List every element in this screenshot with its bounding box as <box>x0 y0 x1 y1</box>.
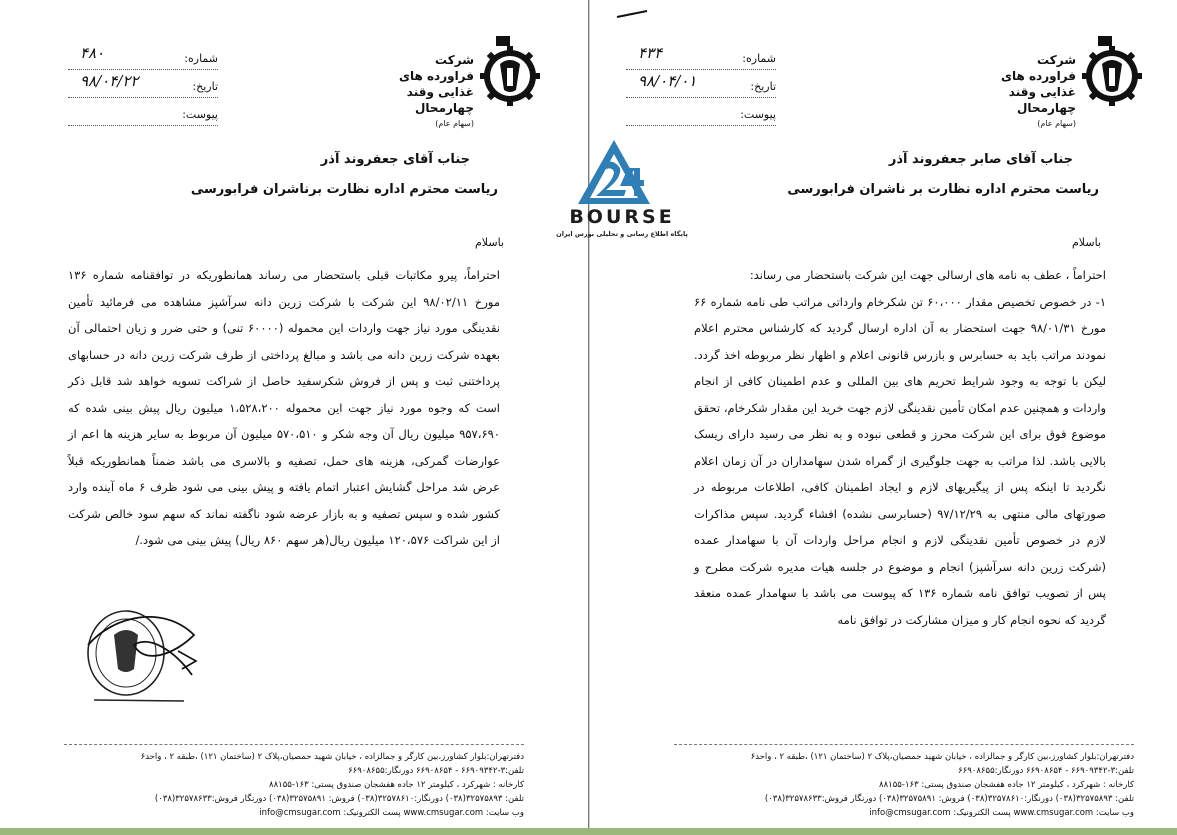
addressee-title: ریاست محترم اداره نظارت بر ناشران فرابورسی <box>787 182 1099 197</box>
footer-line: دفترتهران:بلوار کشاورز،بین کارگر و جمالزاده ، خیابان شهید حمصیان،پلاک ۲ (ساختمان ۱۲۱) ،طبقه ۲ ، واحد۶ <box>750 752 1134 762</box>
addressee-title: ریاست محترم اداره نظارت برناشران فرابورسی <box>190 182 498 197</box>
date-label: تاریخ: <box>750 80 776 93</box>
greeting: باسلام <box>474 236 504 249</box>
attachment-label: پیوست: <box>182 108 218 121</box>
footer-line: تلفن:۳-۶۶۹۰۹۳۴۲ - ۶۶۹۰۸۶۵۴ دورنگار:۶۶۹۰۸۶۵۵ <box>348 766 524 776</box>
footer-line: دفترتهران:بلوار کشاورز،بین کارگر و جمالزاده ، خیابان شهید حمصیان،پلاک ۲ (ساختمان ۱۲۱) ،طبقه ۲ ، واحد۶ <box>140 752 524 762</box>
footer-line: کارخانه : شهرکرد ، کیلومتر ۱۲ جاده هفشجان صندوق پستی: ۱۶۳-۸۸۱۵۵ <box>879 780 1134 790</box>
company-name-line: شرکت فراورده های <box>398 53 474 83</box>
greeting: باسلام <box>1071 236 1101 249</box>
letter-meta-block <box>626 44 776 128</box>
number-value: ۴۳۴ <box>638 44 663 62</box>
letter-page-right <box>590 0 1177 828</box>
footer-line: تلفن: ۳۲۵۷۵۸۹۳(۰۳۸) دورنگار:۳۲۵۷۸۶۱۰(۰۳۸) فروش: ۳۲۵۷۵۸۹۱(۰۳۸) دورنگار فروش:۳۲۵۷۸۶۳۳(۰۳۸) <box>764 794 1134 804</box>
number-label: شماره: <box>742 52 776 65</box>
watermark-word: BOURSE <box>569 206 675 228</box>
company-type: (سهام عام) <box>435 119 474 128</box>
letter-page-left <box>0 0 589 828</box>
date-value: ۹۸/۰۴/۰۱ <box>638 72 697 90</box>
pen-stroke-mark <box>616 10 648 18</box>
company-name-line: چهارمحال <box>415 101 474 115</box>
attachment-row <box>68 100 218 126</box>
letter-footer <box>674 750 1134 820</box>
addressee-name: جناب آقای صابر جعفروند آذر <box>888 152 1073 167</box>
attachment-label: پیوست: <box>740 108 776 121</box>
letter-body: احتراماً، پیرو مکاتبات قبلی باستحضار می رساند همانطوریکه در توافقنامه شماره ۱۳۶ مورخ ۹۸/۰۲/۱۱ این شرکت با شرکت زرین دانه سرآشپز مشاهده می فرمائید تأمین نقدینگی مورد نیاز جهت واردات این محموله (۶۰۰۰۰ تنی) و حتی ضرر و زیان احتمالی آن بعهده شرکت زرین دانه می باشد و مبالغ پرداختی از طرف شرکت زرین دانه در حسابهای پرداختنی ثبت و پس از فروش شکرسفید حاصل از شراکت تسویه خواهد شد قابل ذکر است که وجوه مورد نیاز جهت این محموله ۱،۵۲۸،۲۰۰ میلیون ریال پیش بینی شده که ۹۵۷،۶۹۰ میلیون ریال آن وجه شکر و ۵۷۰،۵۱۰ میلیون آن مربوط به سایر هزینه ها اعم از عوارضات گمرکی، هزینه های حمل، تصفیه و بالاسری می باشد ضمناً همانطوریکه قبلاً عرض شد مراحل گشایش اعتبار اتمام یافته و پیش بینی می شود ظرف ۶ ماه آینده وارد کشور شده و سپس تصفیه و به بازار عرضه شود ناگفته نماند که سهم سود خالص شرکت از این شراکت ۱۲۰،۵۷۶ میلیون ریال(هر سهم ۸۶۰ ریال) پیش بینی می شود./ <box>68 268 500 547</box>
date-value: ۹۸/۰۴/۲۲ <box>80 72 139 90</box>
footer-line: تلفن:۳-۶۶۹۰۹۳۴۲ - ۶۶۹۰۸۶۵۴ دورنگار:۶۶۹۰۸۶۵۵ <box>958 766 1134 776</box>
number-value: ۴۸۰ <box>80 44 105 62</box>
bottom-edge-strip <box>0 828 1177 835</box>
company-name-line: چهارمحال <box>1017 101 1076 115</box>
signature-stamp-icon <box>74 605 204 725</box>
addressee-name: جناب آقای جعفروند آذر <box>320 152 470 167</box>
company-name-block <box>986 52 1076 132</box>
footer-line: کارخانه : شهرکرد ، کیلومتر ۱۲ جاده هفشجان صندوق پستی: ۱۶۳-۸۸۱۵۵ <box>269 780 524 790</box>
letter-body-paragraph: ۱- در خصوص تخصیص مقدار ۶۰،۰۰۰ تن شکرخام وارداتی مراتب طی نامه شماره ۶۶ مورخ ۹۸/۰۱/۳۱ جهت استحضار به آن اداره ارسال گردید که کارشناس محترم اعلام نمودند مراتب باید به حسابرس و بازرس قانونی اعلام و اظهار نظر مربوطه اخذ گردد. لیکن با توجه به وجود شرایط تحریم های بین المللی و عدم اطمینان کافی از انجام واردات و همچنین عدم امکان تأمین نقدینگی لازم جهت خرید این مقدار شکرخام، تحقق موضوع فوق برای این شرکت محرز و قطعی نبوده و به نظر می رسید دارای ریسک بالایی باشد. لذا مراتب به جهت جلوگیری از گمراه شدن سهامداران در آن زمان اعلام نگردید تا اینکه پس از پیگیریهای لازم و ایجاد اطمینان کافی، اطلاعات مربوطه در صورتهای مالی منتهی به ۹۷/۱۲/۲۹ (حسابرسی نشده) افشاء گردید. سپس مذاکرات لازم در خصوص تأمین نقدینگی لازم و انجام مراحل واردات آن با سهامدار عمده (شرکت زرین دانه سرآشپز) انجام و موضوع در جلسه هیات مدیره شرکت مطرح و پس از تصویب توافق نامه شماره ۱۳۶ که پیوست می باشد با سهامدار عمده منعقد گردید که نحوه انجام کار و میزان مشارکت در توافق نامه <box>694 294 1106 627</box>
date-row <box>626 72 776 98</box>
footer-divider <box>64 744 524 745</box>
letter-footer <box>64 750 524 820</box>
company-name-line: شرکت فراورده های <box>1000 53 1076 83</box>
company-type: (سهام عام) <box>1037 119 1076 128</box>
date-row <box>68 72 218 98</box>
number-row <box>68 44 218 70</box>
bourse24-logo-icon <box>554 138 690 208</box>
footer-divider <box>674 744 1134 745</box>
footer-line: وب سایت: www.cmsugar.com پست الکترونیک: info@cmsugar.com <box>869 808 1134 818</box>
number-label: شماره: <box>184 52 218 65</box>
company-name-line: غذایی وقند <box>1008 85 1076 99</box>
footer-line: تلفن: ۳۲۵۷۵۸۹۳(۰۳۸) دورنگار:۳۲۵۷۸۶۱۰(۰۳۸) فروش: ۳۲۵۷۵۸۹۱(۰۳۸) دورنگار فروش:۳۲۵۷۸۶۳۳(۰۳۸) <box>154 794 524 804</box>
letter-meta-block <box>68 44 218 128</box>
company-name-line: غذایی وقند <box>406 85 474 99</box>
number-row <box>626 44 776 70</box>
letter-body-intro: احتراماً ، عطف به نامه های ارسالی جهت این شرکت باستحضار می رساند: <box>749 268 1106 282</box>
bourse24-watermark-logo <box>554 138 690 250</box>
attachment-row <box>626 100 776 126</box>
watermark-tagline: پایگاه اطلاع رسانی و تحلیلی بورس ایران <box>556 230 688 238</box>
company-name-block <box>384 52 474 132</box>
date-label: تاریخ: <box>192 80 218 93</box>
factory-gear-logo-icon <box>480 34 540 110</box>
factory-gear-logo-icon <box>1082 34 1142 110</box>
letter-body <box>694 262 1106 633</box>
footer-line: وب سایت: www.cmsugar.com پست الکترونیک: info@cmsugar.com <box>259 808 524 818</box>
